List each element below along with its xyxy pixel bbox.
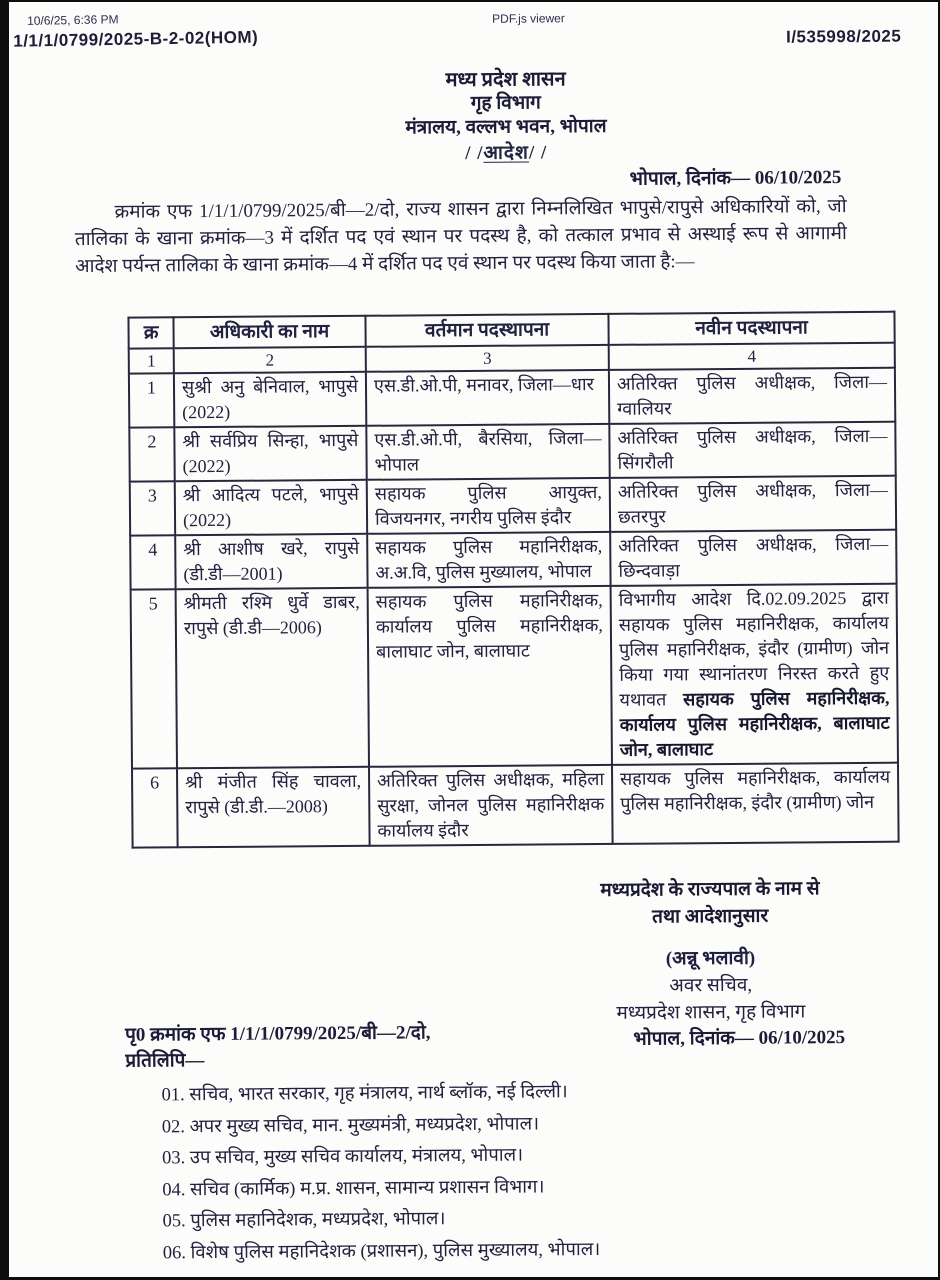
new-posting-text: अतिरिक्त पुलिस अधीक्षक, जिला—सिंगरौली: [617, 425, 888, 473]
signatory-office: मध्यप्रदेश शासन, गृह विभाग: [616, 1001, 806, 1024]
letterhead: [136, 65, 877, 169]
new-posting-text: अतिरिक्त पुलिस अधीक्षक, जिला—छिन्दवाड़ा: [618, 533, 889, 581]
cell-current-posting: एस.डी.ओ.पी, मनावर, जिला—धार: [366, 370, 609, 426]
copy-list-item: 02. अपर मुख्य सचिव, मान. मुख्यमंत्री, मध्यप्रदेश, भोपाल।: [161, 1113, 540, 1137]
cell-officer-name: श्रीमती रश्मि धुर्वे डाबर, रापुसे (डी.डी—2006): [176, 588, 369, 769]
cell-current-posting: सहायक पुलिस महानिरीक्षक, कार्यालय पुलिस महानिरीक्षक, बालाघाट जोन, बालाघाट: [368, 586, 612, 767]
cell-current-posting: सहायक पुलिस आयुक्त, विजयनगर, नगरीय पुलिस इंदौर: [367, 478, 610, 534]
new-posting-text: सहायक पुलिस महानिरीक्षक, कार्यालय पुलिस महानिरीक्षक, इंदौर (ग्रामीण) जोन: [620, 766, 891, 814]
cell-officer-name: श्री सर्वप्रिय सिन्हा, भापुसे (2022): [174, 426, 366, 482]
col-number: 1: [129, 348, 174, 373]
cell-new-posting: [611, 584, 898, 765]
col-number: 2: [174, 347, 366, 374]
transfer-table: [127, 311, 899, 849]
order-suffix: / /: [528, 142, 548, 164]
cell-serial: 5: [131, 589, 177, 768]
cell-serial: 1: [129, 373, 174, 427]
copy-to-label: प्रतिलिपि—: [125, 1050, 205, 1072]
table-row: [129, 422, 895, 482]
file-reference-right: I/535998/2025: [785, 26, 902, 47]
scan-edge-left: [0, 0, 9, 1280]
office-address: मंत्रालय, वल्लभ भवन, भोपाल: [405, 115, 607, 139]
copy-list-item: 03. उप सचिव, मुख्य सचिव कार्यालय, मंत्रालय, भोपाल।: [161, 1145, 524, 1169]
new-posting-text: विभागीय आदेश दि.02.09.2025 द्वारा सहायक पुलिस महानिरीक्षक, कार्यालय पुलिस महानिरीक्षक, इंदौर (ग्रामीण) जोन किया गया स्थानांतरण निरस्त करते हुए यथावत: [618, 587, 890, 710]
cell-current-posting: सहायक पुलिस महानिरीक्षक, अ.अ.वि, पुलिस मुख्यालय, भोपाल: [367, 532, 610, 588]
cell-serial: 4: [130, 535, 175, 589]
copy-list-item: 04. सचिव (कार्मिक) म.प्र. शासन, सामान्य प्रशासन विभाग।: [162, 1176, 545, 1200]
cell-current-posting: अतिरिक्त पुलिस अधीक्षक, महिला सुरक्षा, जोनल पुलिस महानिरीक्षक कार्यालय इंदौर: [369, 765, 613, 846]
signatory-designation: अवर सचिव,: [669, 974, 753, 997]
authority-line-1: मध्यप्रदेश के राज्यपाल के नाम से: [600, 878, 820, 901]
header-new-posting: नवीन पदस्थापना: [608, 312, 894, 345]
copy-list-item: 06. विशेष पुलिस महानिदेशक (प्रशासन), पुलिस मुख्यालय, भोपाल।: [162, 1239, 601, 1263]
place-dateline: भोपाल, दिनांक— 06/10/2025: [629, 167, 842, 190]
endorsement-reference: पृ0 क्रमांक एफ 1/1/1/0799/2025/बी—2/दो,: [125, 1022, 431, 1046]
cell-new-posting: [610, 530, 896, 586]
order-word: आदेश: [483, 142, 529, 164]
cell-new-posting: [610, 476, 896, 532]
cell-serial: 2: [129, 427, 174, 481]
new-posting-text: अतिरिक्त पुलिस अधीक्षक, जिला—छतरपुर: [617, 479, 888, 527]
order-body-paragraph: क्रमांक एफ 1/1/1/0799/2025/बी—2/दो, राज्य शासन द्वारा निम्नलिखित भापुसे/रापुसे अधिकारियों को, जो तालिका के खाना क्रमांक—3 में दर्शित पद एवं स्थान पर पदस्थ है, को तत्काल प्रभाव से अस्थाई रूप से आगामी आदेश पर्यन्त तालिका के खाना क्रमांक—4 में दर्शित पद एवं स्थान पर पदस्थ किया जाता है:—: [74, 196, 847, 278]
cell-officer-name: श्री आशीष खरे, रापुसे (डी.डी—2001): [175, 534, 367, 590]
table-row: [131, 584, 898, 769]
cell-current-posting: एस.डी.ओ.पी, बैरसिया, जिला—भोपाल: [366, 424, 609, 480]
table-body: [129, 368, 899, 848]
cell-new-posting: [609, 368, 895, 424]
copy-list-item: 05. पुलिस महानिदेशक, मध्यप्रदेश, भोपाल।: [162, 1209, 446, 1232]
signatory-name: (अन्नू भलावी): [665, 947, 756, 970]
file-reference-left: 1/1/1/0799/2025-B-2-02(HOM): [13, 27, 259, 51]
copy-recipient-list: [161, 1075, 842, 1269]
scan-edge-top: [0, 0, 940, 2]
header-serial: क्र: [128, 317, 173, 348]
cell-serial: 6: [132, 768, 178, 847]
print-datetime: 10/6/25, 6:36 PM: [26, 12, 119, 28]
table-row: [130, 476, 896, 536]
cell-serial: 3: [130, 481, 175, 535]
table-row: [130, 530, 896, 590]
header-current-posting: वर्तमान पदस्थापना: [365, 314, 608, 347]
government-name: मध्य प्रदेश शासन: [445, 68, 566, 92]
order-prefix: / /: [465, 142, 484, 165]
cell-officer-name: सुश्री अनु बेनिवाल, भापुसे (2022): [174, 372, 366, 428]
pdfjs-viewer-label: PDF.js viewer: [492, 11, 565, 26]
department-name: गृह विभाग: [470, 92, 541, 114]
table-row: [132, 763, 899, 848]
new-posting-bold-text: सहायक पुलिस महानिरीक्षक, कार्यालय पुलिस महानिरीक्षक, बालाघाट जोन, बालाघाट: [619, 687, 890, 760]
col-number: 3: [366, 345, 609, 372]
copy-list-item: 01. सचिव, भारत सरकार, गृह मंत्रालय, नार्थ ब्लॉक, नई दिल्ली।: [161, 1082, 568, 1106]
cell-officer-name: श्री आदित्य पटले, भापुसे (2022): [175, 480, 367, 536]
new-posting-text: अतिरिक्त पुलिस अधीक्षक, जिला—ग्वालियर: [616, 371, 888, 419]
signature-place-dateline: भोपाल, दिनांक— 06/10/2025: [633, 1027, 846, 1050]
header-officer-name: अधिकारी का नाम: [173, 316, 365, 349]
cell-new-posting: [609, 422, 895, 478]
col-number: 4: [609, 343, 895, 370]
signature-block: [542, 875, 879, 1028]
cell-new-posting: [612, 763, 899, 844]
table-row: [129, 368, 895, 428]
cell-officer-name: श्री मंजीत सिंह चावला, रापुसे (डी.डी.—2008): [177, 767, 370, 848]
authority-line-2: तथा आदेशानुसार: [652, 905, 769, 928]
